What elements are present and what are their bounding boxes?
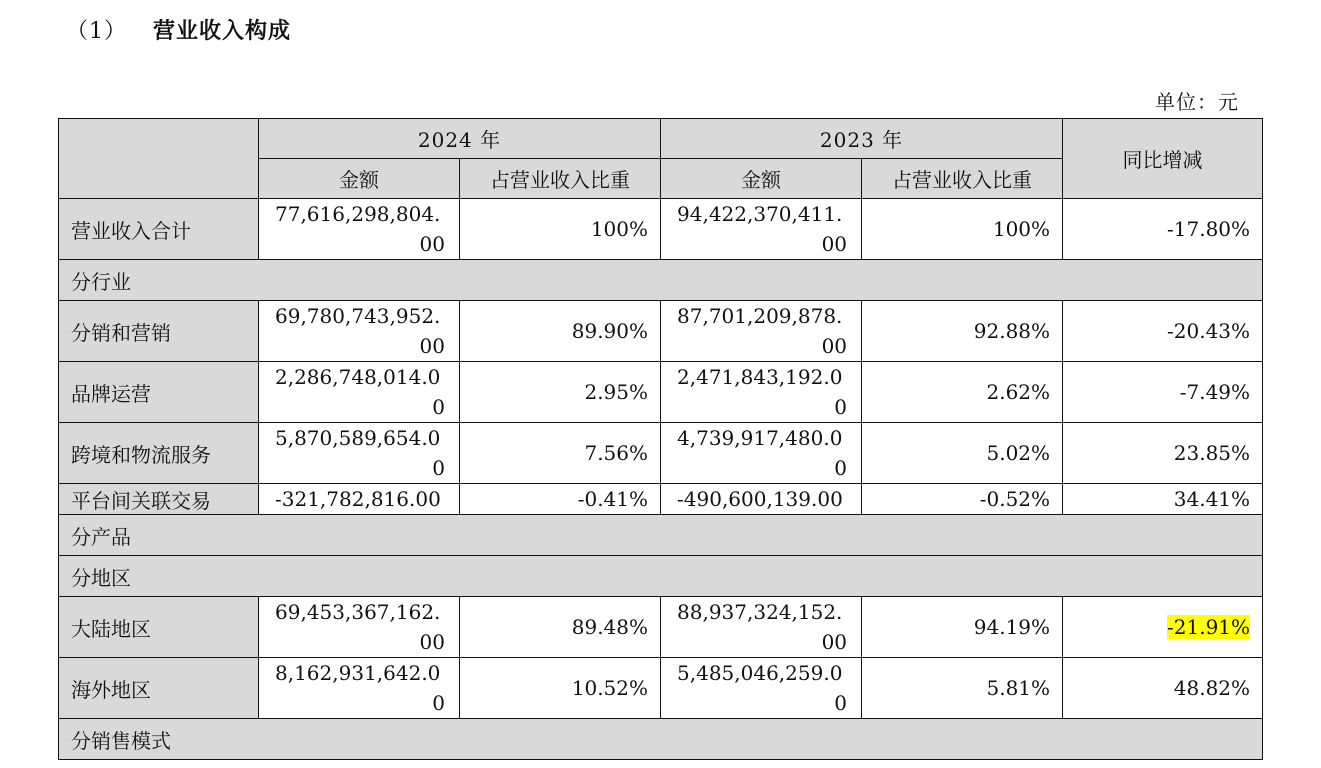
- amount-2024-cell: [259, 301, 460, 362]
- table-body: [59, 199, 1263, 760]
- table-section-row: [59, 515, 1263, 556]
- ratio-2023-cell-value: -0.52%: [979, 487, 1051, 511]
- yoy-cell-value: 34.41%: [1173, 487, 1251, 511]
- yoy-cell: [1063, 301, 1263, 362]
- ratio-2023-cell: [862, 658, 1063, 719]
- ratio-2024-cell-value: 7.56%: [584, 441, 649, 465]
- ratio-2023-cell-value: 92.88%: [973, 319, 1051, 343]
- table-row: [59, 658, 1263, 719]
- amount-2024-line2: 0: [432, 456, 445, 480]
- amount-2024-line2: 0: [432, 395, 445, 419]
- table-row: [59, 199, 1263, 260]
- section-label: 分地区: [59, 556, 1263, 597]
- amount-2023-cell: [661, 658, 862, 719]
- ratio-2023-cell-value: 5.81%: [986, 676, 1051, 700]
- ratio-2024-cell-value: 89.90%: [571, 319, 649, 343]
- amount-2023-line2: 0: [834, 456, 848, 480]
- table-row: [59, 597, 1263, 658]
- amount-2023-line2: 00: [821, 232, 848, 256]
- yoy-cell: [1063, 199, 1263, 260]
- table-section-row: [59, 260, 1263, 301]
- ratio-2024-cell: [460, 597, 661, 658]
- yoy-cell-value: -20.43%: [1167, 319, 1251, 343]
- ratio-2023-cell: [862, 199, 1063, 260]
- yoy-cell-value: -7.49%: [1179, 380, 1251, 404]
- yoy-cell: [1063, 423, 1263, 484]
- revenue-composition-table: [58, 118, 1263, 760]
- table-row: [59, 362, 1263, 423]
- ratio-2023-cell: [862, 301, 1063, 362]
- ratio-2024-cell: [460, 199, 661, 260]
- ratio-2023-cell-value: 100%: [992, 217, 1051, 241]
- header-yoy: 同比增减: [1063, 119, 1263, 199]
- row-label: 营业收入合计: [59, 199, 259, 260]
- amount-2023-cell: [661, 597, 862, 658]
- ratio-2024-cell-value: 100%: [590, 217, 649, 241]
- ratio-2024-cell-value: 89.48%: [571, 615, 649, 639]
- table-section-row: [59, 556, 1263, 597]
- amount-2024-cell: [259, 597, 460, 658]
- section-heading: [66, 14, 291, 45]
- yoy-cell: [1063, 658, 1263, 719]
- row-label: 品牌运营: [59, 362, 259, 423]
- yoy-cell-value: -21.91%: [1167, 615, 1251, 639]
- ratio-2023-cell: [862, 597, 1063, 658]
- amount-2023-line2: 0: [834, 395, 848, 419]
- amount-2024-cell: [259, 423, 460, 484]
- amount-2023-cell: [661, 484, 862, 515]
- ratio-2024-cell-value: 10.52%: [571, 676, 649, 700]
- ratio-2023-cell-value: 94.19%: [973, 615, 1051, 639]
- ratio-2023-cell: [862, 362, 1063, 423]
- heading-number: （1）: [66, 19, 127, 44]
- amount-2023-cell: [661, 423, 862, 484]
- amount-2024-line1: 69,780,743,952.: [275, 304, 441, 328]
- amount-2023-line2: 0: [834, 691, 848, 715]
- amount-2024-line2: 00: [419, 334, 445, 358]
- amount-2024-cell: [259, 199, 460, 260]
- ratio-2023-cell: [862, 484, 1063, 515]
- table-row: [59, 301, 1263, 362]
- ratio-2023-cell-value: 2.62%: [986, 380, 1051, 404]
- amount-2023-line1: 2,471,843,192.0: [677, 365, 843, 389]
- yoy-cell-value: 23.85%: [1173, 441, 1251, 465]
- unit-label: 单位：元: [1155, 90, 1239, 114]
- ratio-2024-cell: [460, 423, 661, 484]
- ratio-2023-cell: [862, 423, 1063, 484]
- header-ratio-2023: 占营业收入比重: [862, 159, 1063, 199]
- header-year-2024: 2024 年: [259, 119, 661, 159]
- row-label: 分销和营销: [59, 301, 259, 362]
- amount-2024-line2: 0: [432, 691, 445, 715]
- row-label: 大陆地区: [59, 597, 259, 658]
- amount-2024-line1: 69,453,367,162.: [275, 600, 441, 624]
- amount-2023-cell: [661, 362, 862, 423]
- amount-2023-line1: 5,485,046,259.0: [677, 661, 843, 685]
- amount-2024-line1: 8,162,931,642.0: [275, 661, 441, 685]
- amount-2023-cell: [661, 301, 862, 362]
- row-label: 海外地区: [59, 658, 259, 719]
- amount-2024-line2: 00: [419, 630, 445, 654]
- amount-2023-line2: 00: [821, 630, 848, 654]
- amount-2023-line1: 88,937,324,152.: [677, 600, 843, 624]
- amount-2023-line1: 87,701,209,878.: [677, 304, 843, 328]
- amount-2024-cell: [259, 658, 460, 719]
- amount-2024-line1: 2,286,748,014.0: [275, 365, 441, 389]
- yoy-cell-value: -17.80%: [1167, 217, 1251, 241]
- amount-2023-line1: 94,422,370,411.: [677, 202, 843, 226]
- heading-title: 营业收入构成: [153, 19, 292, 44]
- row-label: 平台间关联交易: [59, 484, 259, 515]
- yoy-cell: [1063, 362, 1263, 423]
- yoy-cell-value: 48.82%: [1173, 676, 1251, 700]
- amount-2024-line2: 00: [419, 232, 445, 256]
- ratio-2024-cell-value: 2.95%: [584, 380, 649, 404]
- ratio-2024-cell: [460, 362, 661, 423]
- table-section-row: [59, 719, 1263, 760]
- ratio-2024-cell: [460, 301, 661, 362]
- amount-2023-line1: 4,739,917,480.0: [677, 426, 843, 450]
- ratio-2024-cell: [460, 484, 661, 515]
- amount-2024-line1: 77,616,298,804.: [275, 202, 441, 226]
- section-label: 分销售模式: [59, 719, 1263, 760]
- amount-2024-cell: [259, 484, 460, 515]
- section-label: 分行业: [59, 260, 1263, 301]
- section-label: 分产品: [59, 515, 1263, 556]
- header-ratio-2024: 占营业收入比重: [460, 159, 661, 199]
- header-amount-2024: 金额: [259, 159, 460, 199]
- yoy-cell: [1063, 484, 1263, 515]
- amount-2023-cell: [661, 199, 862, 260]
- table-row: [59, 484, 1263, 515]
- header-amount-2023: 金额: [661, 159, 862, 199]
- amount-2024-line1: -321,782,816.00: [275, 487, 441, 511]
- ratio-2024-cell: [460, 658, 661, 719]
- amount-2024-line1: 5,870,589,654.0: [275, 426, 441, 450]
- row-label: 跨境和物流服务: [59, 423, 259, 484]
- header-year-2023: 2023 年: [661, 119, 1063, 159]
- header-blank: [59, 119, 259, 199]
- ratio-2024-cell-value: -0.41%: [577, 487, 649, 511]
- amount-2023-line1: -490,600,139.00: [677, 487, 843, 511]
- yoy-cell: [1063, 597, 1263, 658]
- amount-2023-line2: 00: [821, 334, 848, 358]
- amount-2024-cell: [259, 362, 460, 423]
- ratio-2023-cell-value: 5.02%: [986, 441, 1051, 465]
- table-row: [59, 423, 1263, 484]
